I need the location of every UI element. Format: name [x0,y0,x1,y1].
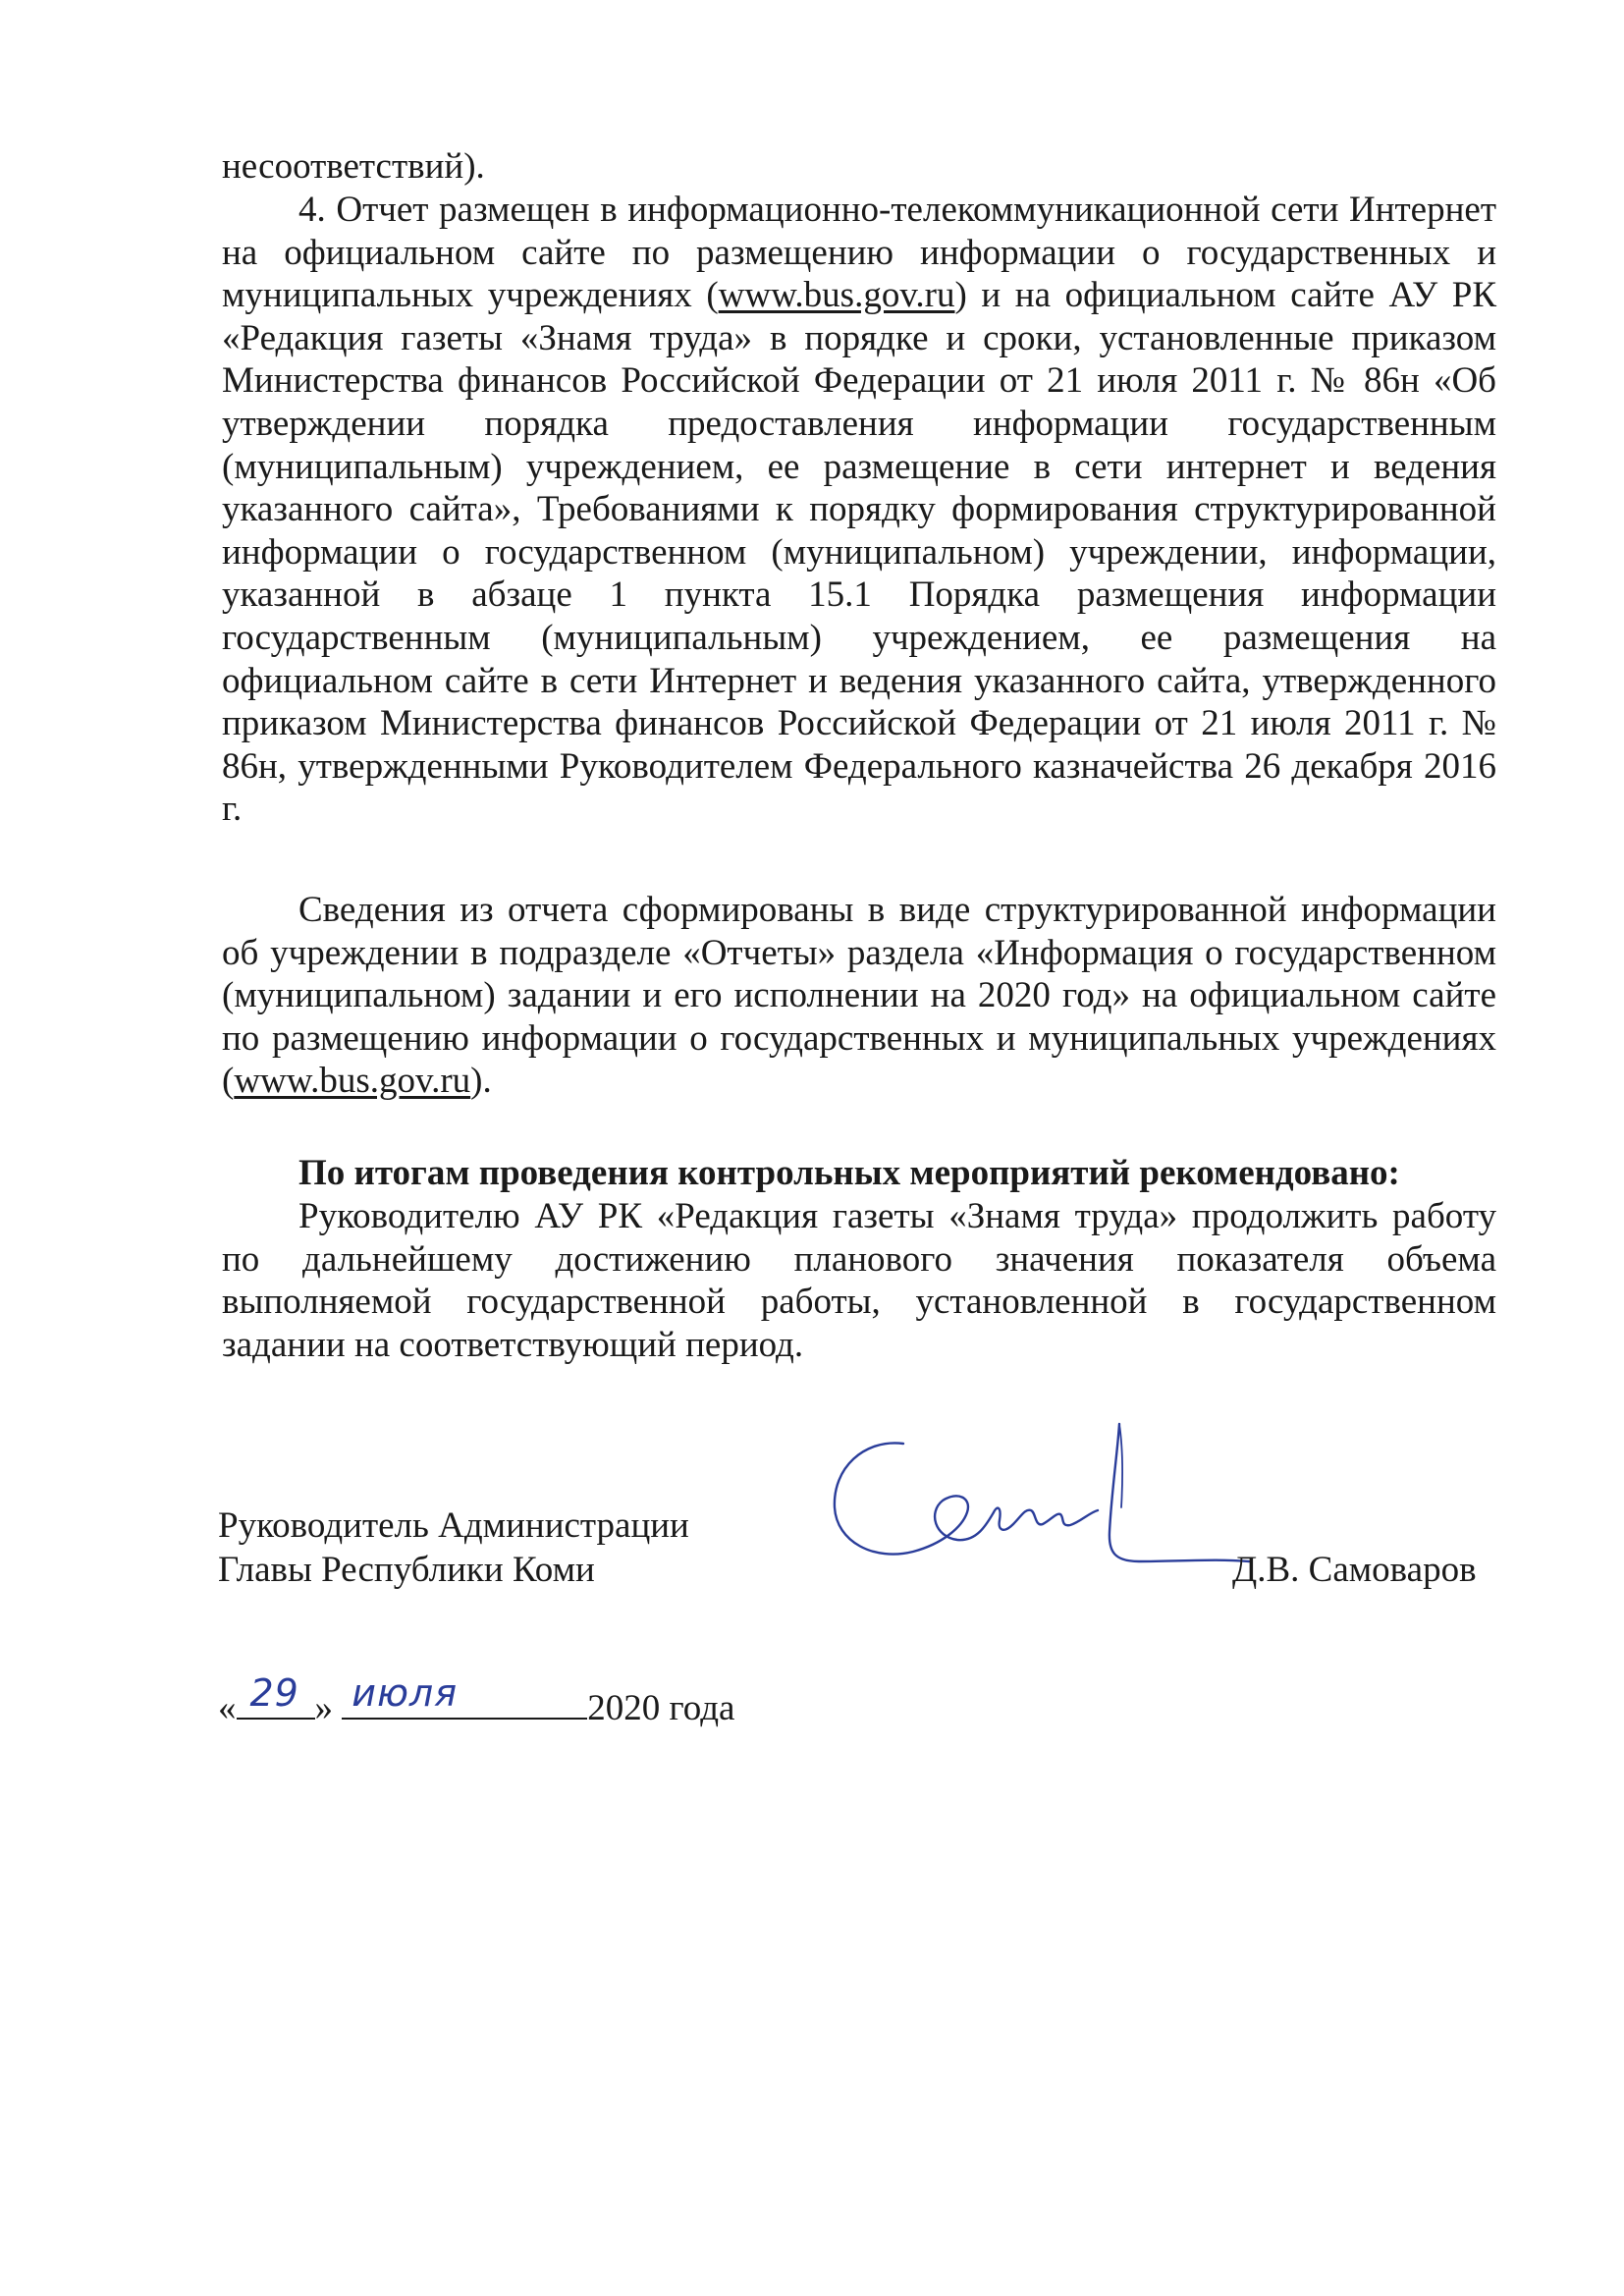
bus-gov-link[interactable]: www.bus.gov.ru [718,275,955,316]
paragraph-info-text-b: ). [470,1061,492,1102]
paragraph-4-text-a: 4. Отчет размещен в информационно-телекоммуникационной сети Интернет на официальном сайте по размещению информации о государственных и муниципальных учреждениях ( [222,190,1496,316]
paragraph-continuation-text: несоответствий). [222,146,485,187]
date-open-quote: « [218,1688,237,1728]
handwritten-signature [825,1414,1257,1591]
date-day-field [237,1671,315,1720]
date-day-handwritten: 29 [249,1671,299,1716]
date-line [218,1671,735,1730]
date-close-quote: » [314,1688,333,1728]
signatory-title-line-1: Руководитель Администрации [218,1505,689,1546]
paragraph-info-text [222,889,1496,1103]
signatory-name: Д.В. Самоваров [1232,1550,1477,1590]
date-year-text: 2020 года [587,1688,735,1728]
paragraph-4-text [222,189,1496,831]
recommendation-paragraph [222,1195,1496,1366]
signatory-title-line-2: Главы Республики Коми [218,1550,595,1590]
bus-gov-link-2[interactable]: www.bus.gov.ru [234,1061,471,1102]
paragraph-4-text-b: ) и на официальном сайте АУ РК «Редакция газеты «Знамя труда» в порядке и сроки, установленные приказом Министерства финансов Российской Федерации от 21 июля 2011 г. № 86н «Об утверждении порядка предоставления информации государственным (муниципальным) учреждением, ее размещение в сети интернет и ведения указанного сайта», Требованиями к порядку формирования структурированной информации о государственном (муниципальном) учреждении, информации, указанной в абзаце 1 пункта 15.1 Порядка размещения информации государственным (муниципальным) учреждением, ее размещения на официальном сайте в сети Интернет и ведения указанного сайта, утвержденного приказом Министерства финансов Российской Федерации от 21 июля 2011 г. № 86н, утвержденными Руководителем Федерального казначейства 26 декабря 2016 г. [222,275,1496,830]
paragraph-continuation [222,145,1496,189]
paragraph-info-text-a: Сведения из отчета сформированы в виде структурированной информации об учреждении в подразделе «Отчеты» раздела «Информация о государственном (муниципальном) задании и его исполнении на 2020 год» на официальном сайте по размещению информации о государственных и муниципальных учреждениях ( [222,890,1496,1102]
paragraph-4 [222,189,1496,831]
paragraph-info [222,889,1496,1103]
date-month-handwritten: июля [352,1671,459,1716]
recommendation-heading: По итогам проведения контрольных мероприятий рекомендовано: [298,1153,1400,1193]
date-month-field [342,1671,587,1720]
recommendation-text: Руководителю АУ РК «Редакция газеты «Знамя труда» продолжить работу по дальнейшему достижению планового значения показателя объема выполняемой государственной работы, установленной в государственном задании на соответствующий период. [222,1196,1496,1365]
